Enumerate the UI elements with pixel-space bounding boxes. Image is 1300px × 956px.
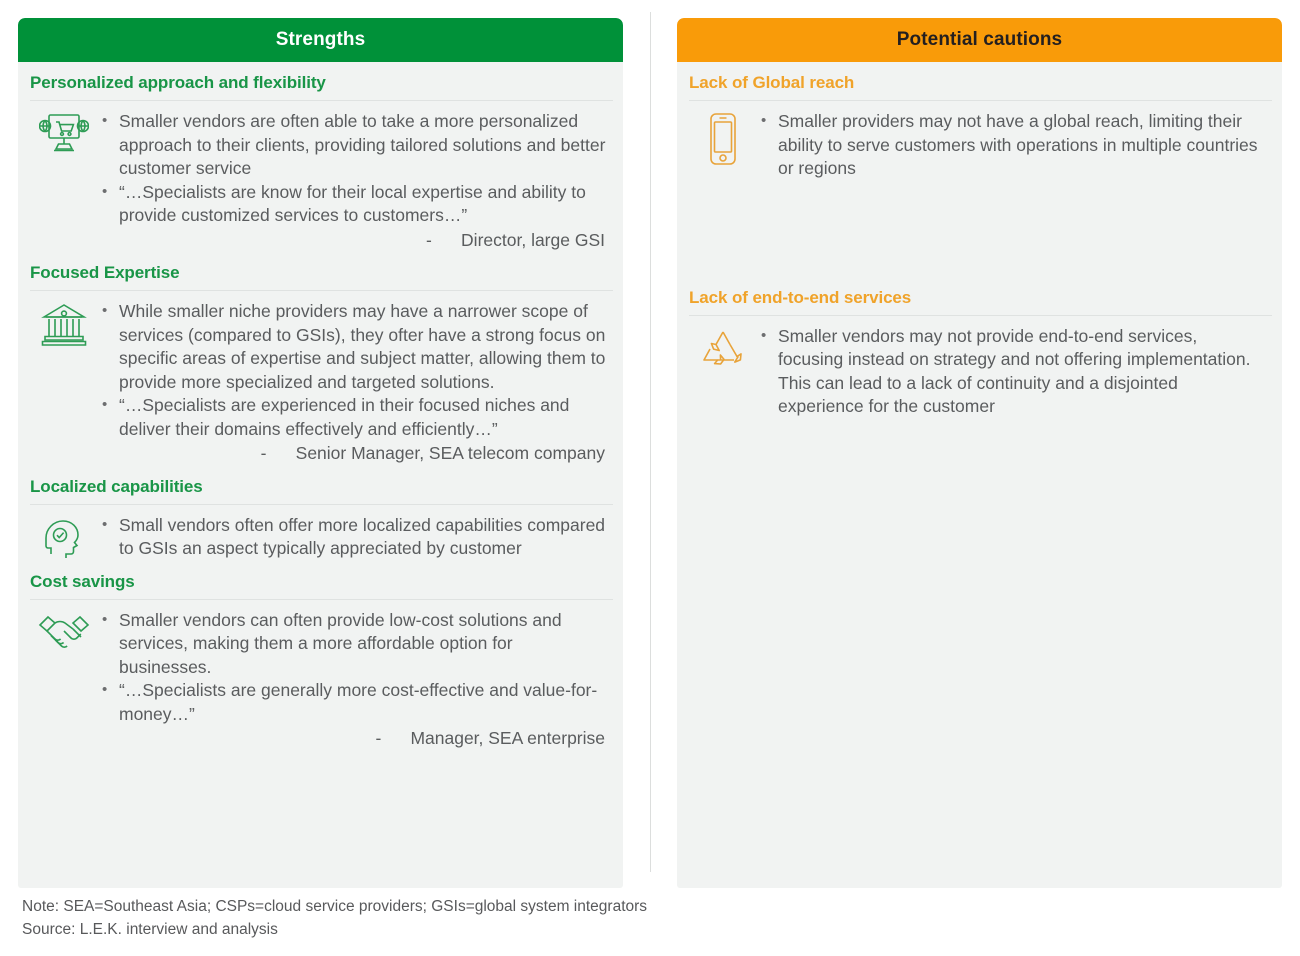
column-potential-cautions (650, 0, 1300, 890)
section-lack-of-end-to-end-services (687, 277, 1272, 419)
section-cost-savings (28, 561, 613, 751)
section-title: Focused Expertise (30, 263, 180, 282)
bullet-item: • While smaller niche providers may have a narrower scope of services (compared to GSIs), they ofter have a strong focus on specific areas of expertise and subject matter, allowing them to provide more specialized and targeted solutions. (100, 300, 607, 394)
bank-building-icon (28, 300, 100, 348)
strengths-card-body (18, 62, 623, 751)
footnote-note: Note: SEA=Southeast Asia; CSPs=cloud service providers; GSIs=global system integrators (22, 898, 648, 915)
bullet-list-wrap (100, 514, 613, 561)
bullet-list (759, 110, 1266, 181)
bullet-item: • “…Specialists are generally more cost-effective and value-for-money…” (100, 679, 607, 726)
section-localized-capabilities (28, 466, 613, 561)
cautions-card-body (677, 62, 1282, 419)
handshake-icon (28, 609, 100, 653)
section-title: Localized capabilities (30, 476, 203, 496)
column-strengths (0, 0, 650, 890)
bullet-item: • Smaller vendors can often provide low-cost solutions and services, making them a more affordable option for businesses. (100, 609, 607, 680)
bullet-list-wrap (100, 609, 613, 751)
section-lack-of-global-reach (687, 62, 1272, 277)
bullet-item: • “…Specialists are experienced in their focused niches and deliver their domains effectively and efficiently…” (100, 394, 607, 441)
head-check-icon (28, 514, 100, 560)
mobile-phone-icon (687, 110, 759, 166)
footnotes (22, 895, 647, 941)
bullet-list-wrap (759, 325, 1272, 419)
bullet-item: • Smaller vendors are often able to take a more personalized approach to their clients, providing tailored solutions and better customer service (100, 110, 607, 181)
cautions-card (677, 18, 1282, 888)
section-focused-expertise (28, 252, 613, 466)
bullet-list-wrap (100, 300, 613, 466)
bullet-item: • Smaller vendors may not provide end-to-end services, focusing instead on strategy and not offering implementation. This can lead to a lack of continuity and a disjointed experience for the customer (759, 325, 1266, 419)
bullet-item: • Smaller providers may not have a global reach, limiting their ability to serve customers with operations in multiple countries or regions (759, 110, 1266, 181)
section-title: Cost savings (30, 571, 135, 591)
section-spacer (687, 181, 1272, 277)
bullet-list (100, 300, 607, 441)
section-title: Lack of end-to-end services (689, 287, 912, 307)
bullet-list-wrap (100, 110, 613, 252)
footnote-source: Source: L.E.K. interview and analysis (22, 921, 278, 938)
section-title: Personalized approach and flexibility (30, 73, 326, 92)
bullet-item: • Small vendors often offer more localized capabilities compared to GSIs an aspect typically appreciated by customer (100, 514, 607, 561)
quote-attribution: - Manager, SEA enterprise (375, 728, 605, 748)
bullet-item: • “…Specialists are know for their local expertise and ability to provide customized services to customers…” (100, 181, 607, 228)
quote-attribution: - Senior Manager, SEA telecom company (260, 443, 605, 463)
recycle-icon (687, 325, 759, 373)
section-personalized-approach (28, 62, 613, 252)
bullet-list (100, 110, 607, 228)
section-title: Lack of Global reach (689, 73, 855, 92)
bullet-list-wrap (759, 110, 1272, 181)
ecommerce-monitor-cart-icon (28, 110, 100, 158)
bullet-list (100, 609, 607, 727)
bullet-list (759, 325, 1266, 419)
cautions-card-header: Potential cautions (677, 18, 1282, 62)
strengths-card-header: Strengths (18, 18, 623, 62)
quote-attribution: - Director, large GSI (426, 229, 605, 250)
bullet-list (100, 514, 607, 561)
strengths-card (18, 18, 623, 888)
